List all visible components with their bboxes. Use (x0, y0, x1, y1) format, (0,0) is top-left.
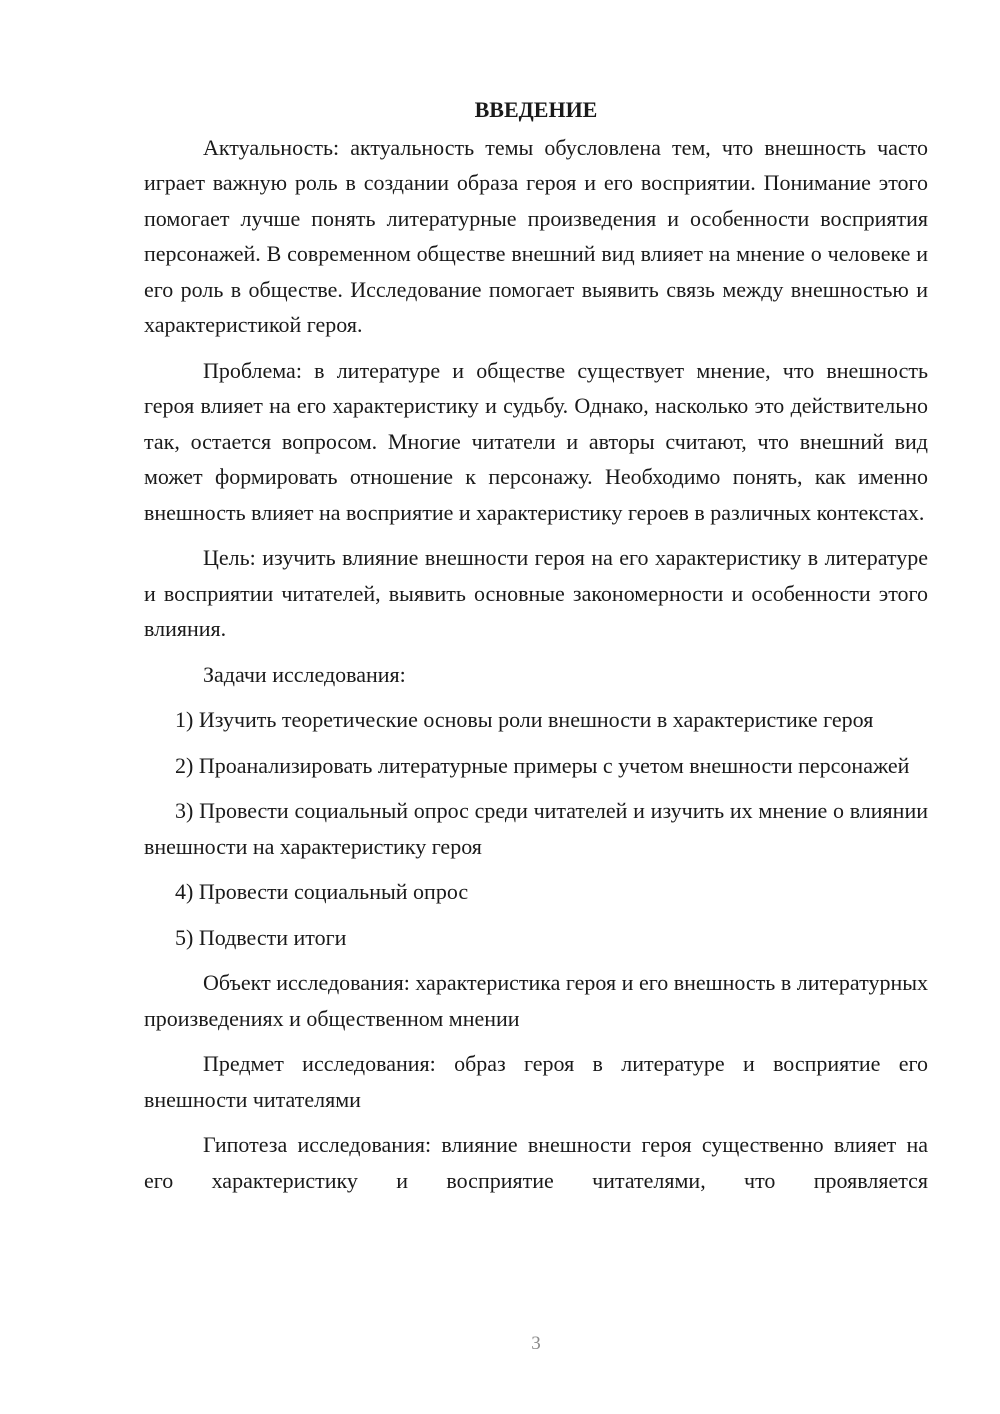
page-content (144, 92, 928, 1198)
object-paragraph: Объект исследования: характеристика героя и его внешность в литературных произведениях и общественном мнении (144, 970, 928, 1031)
task-item-1: 1) Изучить теоретические основы роли внешности в характеристике героя (175, 707, 874, 732)
section-heading: ВВЕДЕНИЕ (474, 97, 598, 122)
task-item-4: 4) Провести социальный опрос (175, 879, 469, 904)
tasks-heading: Задачи исследования: (203, 661, 406, 687)
hypothesis-paragraph: Гипотеза исследования: влияние внешности героя существенно влияет на его характеристику и восприятие читателями, что проявляется (144, 1132, 928, 1193)
task-item-3: 3) Провести социальный опрос среди читателей и изучить их мнение о влиянии внешности на характеристику героя (144, 798, 928, 859)
problem-paragraph: Проблема: в литературе и обществе существует мнение, что внешность героя влияет на его характеристику и судьбу. Однако, насколько это действительно так, остается вопросом. Многие читатели и авторы считают, что внешний вид может формировать отношение к персонажу. Необходимо понять, как именно внешность влияет на восприятие и характеристику героев в различных контекстах. (144, 357, 928, 525)
task-item-5: 5) Подвести итоги (175, 924, 347, 950)
subject-paragraph: Предмет исследования: образ героя в литературе и восприятие его внешности читателями (144, 1051, 928, 1112)
page-number: 3 (531, 1333, 541, 1354)
task-item-2: 2) Проанализировать литературные примеры с учетом внешности персонажей (175, 752, 910, 778)
goal-paragraph: Цель: изучить влияние внешности героя на его характеристику в литературе и восприятии читателей, выявить основные закономерности и особенности этого влияния. (144, 545, 928, 641)
relevance-paragraph: Актуальность: актуальность темы обусловлена тем, что внешность часто играет важную роль в создании образа героя и его восприятии. Понимание этого помогает лучше понять литературные произведения и особенности восприятия персонажей. В современном обществе внешний вид влияет на мнение о человеке и его роль в обществе. Исследование помогает выявить связь между внешностью и характеристикой героя. (144, 134, 928, 337)
